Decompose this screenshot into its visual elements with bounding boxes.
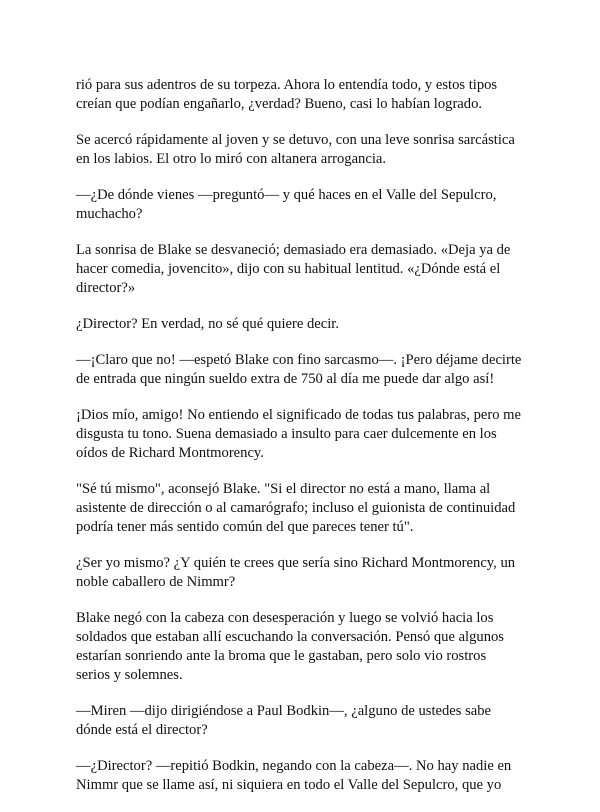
paragraph-11: —Miren —dijo dirigiéndose a Paul Bodkin—, ¿alguno de ustedes sabe dónde está el director? — [76, 703, 492, 738]
paragraph-8: "Sé tú mismo", aconsejó Blake. "Si el director no está a mano, llama al asistente de dirección o al camarógrafo; incluso el guionista de continuidad podría tener más sentido común del que pareces tener tú". — [76, 481, 516, 535]
paragraph-4: La sonrisa de Blake se desvaneció; demasiado era demasiado. «Deja ya de hacer comedia, jovencito», dijo con su habitual lentitud. «¿Dónde está el director?» — [76, 242, 511, 296]
paragraph-2: Se acercó rápidamente al joven y se detuvo, con una leve sonrisa sarcástica en los labios. El otro lo miró con altanera arrogancia. — [76, 132, 515, 167]
paragraph-3: —¿De dónde vienes —preguntó— y qué haces en el Valle del Sepulcro, muchacho? — [76, 187, 497, 222]
paragraph-10: Blake negó con la cabeza con desesperación y luego se volvió hacia los soldados que estaban allí escuchando la conversación. Pensó que algunos estarían sonriendo ante la broma que le gastaban, pero solo vio rostros serios y solemnes. — [76, 610, 504, 683]
paragraph-6: —¡Claro que no! —espetó Blake con fino sarcasmo—. ¡Pero déjame decirte de entrada que ningún sueldo extra de 750 al día me puede dar algo así! — [76, 352, 522, 387]
document-page — [76, 76, 536, 812]
paragraph-12: —¿Director? —repitió Bodkin, negando con la cabeza—. No hay nadie en Nimmr que se llame así, ni siquiera en todo el Valle del Sepulcro, que yo — [76, 758, 512, 793]
paragraph-7: ¡Dios mío, amigo! No entiendo el significado de todas tus palabras, pero me disgusta tu tono. Suena demasiado a insulto para caer dulcemente en los oídos de Richard Montmorency. — [76, 407, 522, 461]
paragraph-5: ¿Director? En verdad, no sé qué quiere decir. — [76, 316, 339, 332]
paragraph-1: rió para sus adentros de su torpeza. Ahora lo entendía todo, y estos tipos creían que podían engañarlo, ¿verdad? Bueno, casi lo habían logrado. — [76, 77, 498, 112]
paragraph-9: ¿Ser yo mismo? ¿Y quién te crees que sería sino Richard Montmorency, un noble caballero de Nimmr? — [76, 555, 516, 590]
